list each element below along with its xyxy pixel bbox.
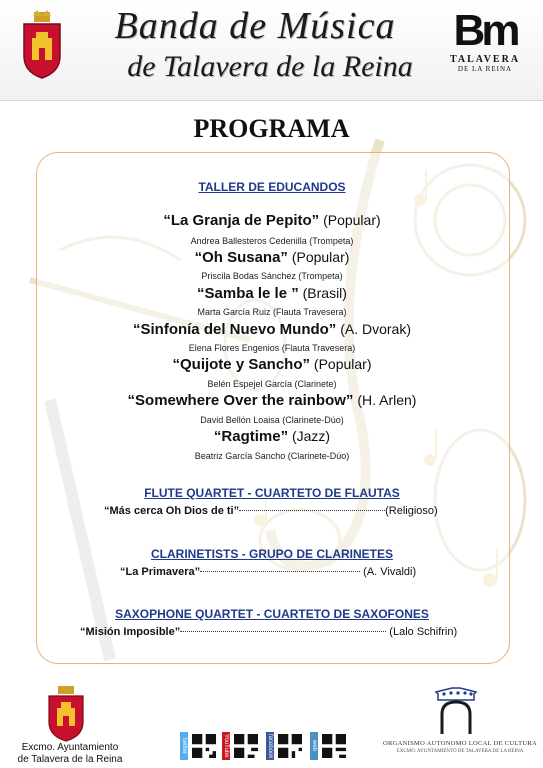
piece-performer: Elena Flores Engenios (Flauta Travesera) bbox=[188, 343, 356, 353]
footer bbox=[0, 680, 543, 768]
piece-title bbox=[36, 321, 508, 338]
piece-name: “Quijote y Sancho” bbox=[172, 356, 311, 373]
piece-origin: (Jazz) bbox=[291, 428, 331, 444]
piece-performer: Beatriz García Sancho (Clarinete-Dúo) bbox=[194, 451, 350, 461]
piece-title bbox=[36, 428, 508, 445]
sax-piece-line bbox=[80, 626, 457, 638]
band-logo-subtitle: TALAVERA bbox=[449, 54, 521, 65]
clarinet-piece-origin: (A. Vivaldi) bbox=[363, 566, 417, 578]
sax-piece-origin: (Lalo Schifrin) bbox=[389, 626, 458, 638]
section-heading-clarinet: CLARINETISTS - GRUPO DE CLARINETES bbox=[150, 547, 393, 561]
band-title-line2: de Talavera de la Reina bbox=[127, 50, 413, 83]
piece-title bbox=[36, 392, 508, 409]
header-banner bbox=[0, 0, 543, 101]
piece-origin: (H. Arlen) bbox=[357, 392, 417, 408]
cultura-organism-name: ORGANISMO AUTONOMO LOCAL DE CULTURA bbox=[383, 740, 537, 747]
ayuntamiento-line2: de Talavera de la Reina bbox=[17, 754, 123, 765]
sax-piece-title: “Misión Imposible” bbox=[80, 626, 181, 638]
piece-origin: (Popular) bbox=[291, 249, 350, 265]
cultura-organism-logo bbox=[432, 684, 480, 736]
piece-origin: (Brasil) bbox=[302, 285, 347, 301]
city-crest-icon bbox=[20, 10, 64, 80]
piece-origin: (A. Dvorak) bbox=[340, 321, 411, 337]
piece-performer: Priscila Bodas Sánchez (Trompeta) bbox=[201, 271, 343, 281]
piece-name: “Somewhere Over the rainbow” bbox=[127, 392, 354, 409]
piece-name: “La Granja de Pepito” bbox=[163, 212, 320, 229]
programa-title: PROGRAMA bbox=[193, 114, 350, 143]
piece-title bbox=[36, 249, 508, 266]
piece-name: “Oh Susana” bbox=[194, 249, 288, 266]
flute-piece-line bbox=[104, 505, 438, 517]
band-logo-mark: Bm bbox=[453, 6, 517, 55]
dot-leader bbox=[180, 631, 386, 632]
piece-title bbox=[36, 285, 508, 302]
piece-origin: (Popular) bbox=[313, 356, 372, 372]
piece-title bbox=[36, 356, 508, 373]
youtube-badge[interactable]: YouTube bbox=[222, 732, 230, 760]
dot-leader bbox=[200, 571, 360, 572]
flute-piece-title: “Más cerca Oh Dios de ti” bbox=[104, 505, 240, 517]
qr-code-icon[interactable] bbox=[234, 734, 258, 758]
piece-title bbox=[36, 212, 508, 229]
piece-name: “Ragtime” bbox=[213, 428, 289, 445]
ayuntamiento-label bbox=[10, 742, 130, 766]
flute-piece-origin: (Religioso) bbox=[385, 505, 438, 517]
section-heading-flute: FLUTE QUARTET - CUARTETO DE FLAUTAS bbox=[144, 486, 400, 500]
section-heading-taller: TALLER DE EDUCANDOS bbox=[198, 180, 346, 194]
piece-performer: David Bellón Loaisa (Clarinete-Dúo) bbox=[200, 415, 344, 425]
qr-code-icon[interactable] bbox=[278, 734, 302, 758]
piece-origin: (Popular) bbox=[323, 212, 381, 228]
band-logo-subtitle-2: DE LA REINA bbox=[457, 65, 513, 73]
qr-code-icon[interactable] bbox=[192, 734, 216, 758]
ayuntamiento-line1: Excmo. Ayuntamiento bbox=[21, 742, 119, 753]
piece-performer: Belén Espejel García (Clarinete) bbox=[207, 379, 337, 389]
facebook-badge[interactable]: facebook bbox=[267, 733, 273, 759]
band-logo bbox=[440, 8, 530, 78]
city-crest-icon bbox=[46, 684, 86, 742]
dot-leader bbox=[239, 510, 385, 511]
piece-name: “Samba le le ” bbox=[197, 285, 299, 302]
clarinet-piece-title: “La Primavera” bbox=[120, 566, 201, 578]
clarinet-piece-line bbox=[120, 566, 416, 578]
piece-name: “Sinfonía del Nuevo Mundo” bbox=[132, 321, 337, 338]
qr-code-icon[interactable] bbox=[322, 734, 346, 758]
band-title-line1: Banda de Música bbox=[114, 5, 396, 47]
twitter-badge[interactable]: twitter bbox=[180, 732, 188, 760]
section-heading-sax: SAXOPHONE QUARTET - CUARTETO DE SAXOFONES bbox=[115, 607, 429, 621]
web-badge[interactable]: web bbox=[310, 732, 318, 760]
piece-performer: Andrea Ballesteros Cedenilla (Trompeta) bbox=[190, 236, 354, 246]
piece-performer: Marta García Ruiz (Flauta Travesera) bbox=[197, 307, 347, 317]
cultura-organism-sub: EXCMO. AYUNTAMIENTO DE TALAVERA DE LA REINA bbox=[396, 749, 524, 754]
